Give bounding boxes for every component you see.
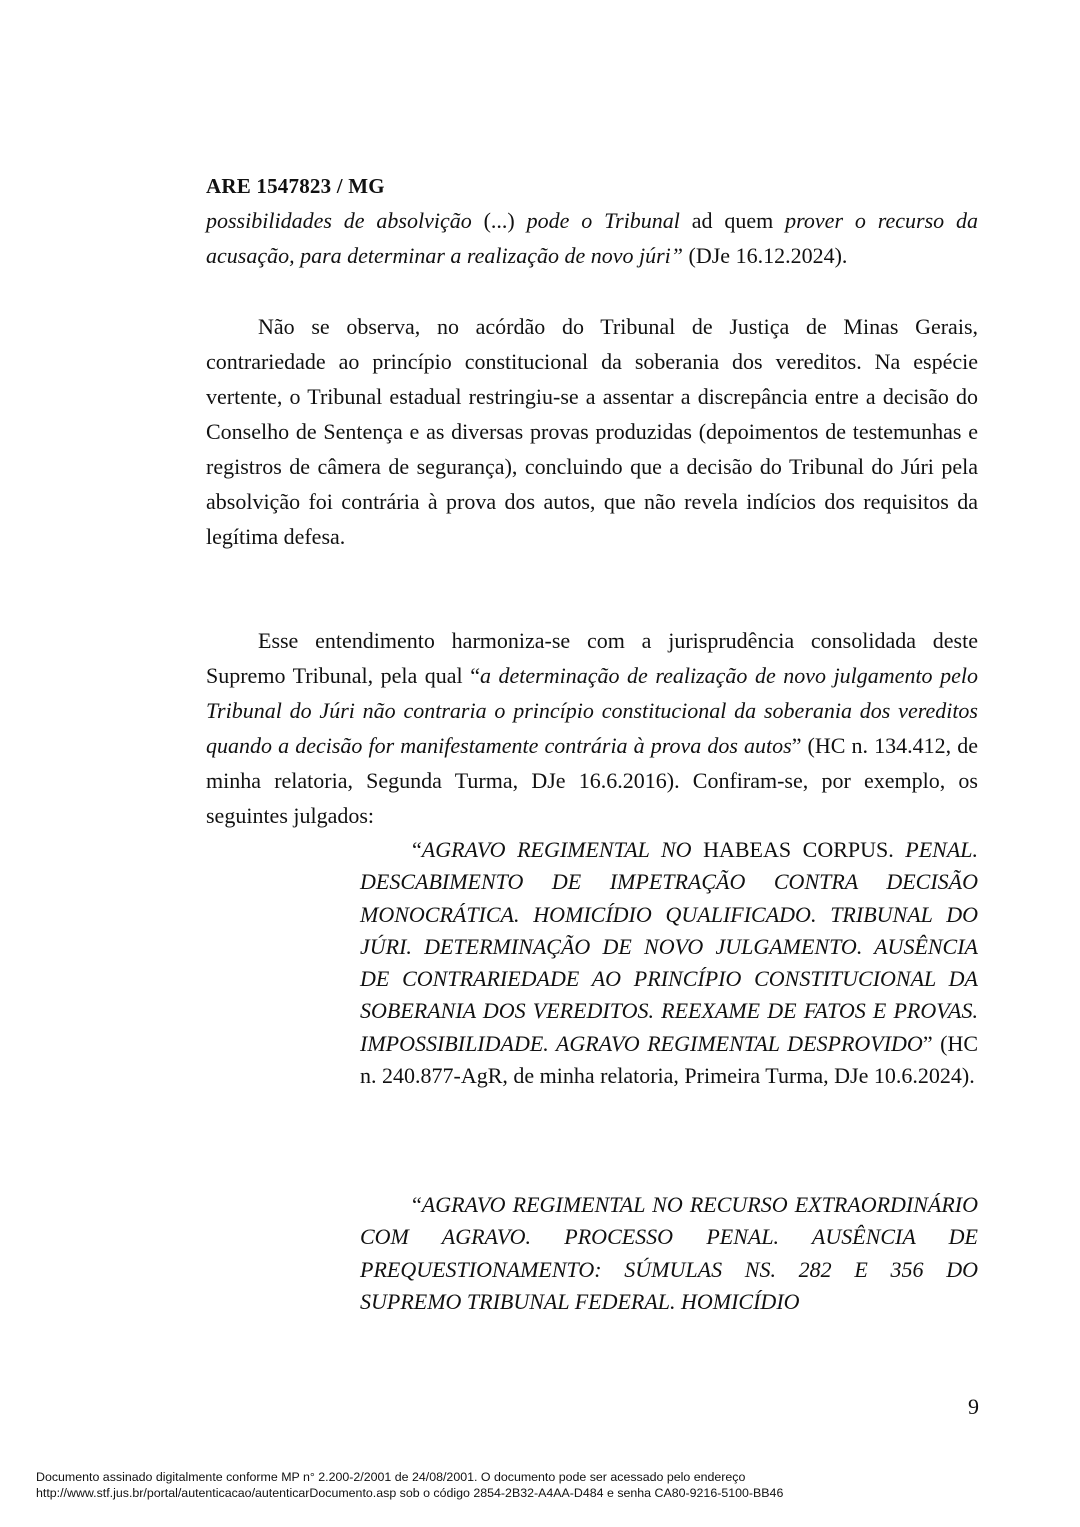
quote-2-italic: AGRAVO REGIMENTAL NO RECURSO EXTRAORDINÁRIO COM AGRAVO. PROCESSO PENAL. AUSÊNCIA DE PREQUESTIONAMENTO: SÚMULAS NS. 282 E 356 DO SUPREMO TRIBUNAL FEDERAL. HOMICÍDIO [360,1192,978,1314]
footer-line-2: http://www.stf.jus.br/portal/autenticacao/autenticarDocumento.asp sob o código 2854-2B32-A4AA-D484 e senha CA80-9216-5100-BB46 [36,1486,784,1500]
signature-footer [36,1469,783,1501]
quote-1-italic-2: PENAL. DESCABIMENTO DE IMPETRAÇÃO CONTRA DECISÃO MONOCRÁTICA. HOMICÍDIO QUALIFICADO. TRIBUNAL DO JÚRI. DETERMINAÇÃO DE NOVO JULGAMENTO. AUSÊNCIA DE CONTRARIEDADE AO PRINCÍPIO CONSTITUCIONAL DA SOBERANIA DOS VEREDITOS. REEXAME DE FATOS E PROVAS. IMPOSSIBILIDADE. AGRAVO REGIMENTAL DESPROVIDO [360,837,979,1056]
quote-1-italic-1: AGRAVO REGIMENTAL NO [421,837,692,862]
footer-line-1: Documento assinado digitalmente conforme MP n° 2.200-2/2001 de 24/08/2001. O documento pode ser acessado pelo endereço [36,1470,746,1484]
paragraph-2-plain-2: ” (HC n. 134.412, de minha relatoria, Segunda Turma, DJe 16.6.2016). Confiram-se, por exemplo, os seguintes julgados: [206,733,978,828]
continuation-paragraph [206,203,978,273]
continuation-italic-1: possibilidades de absolvição [206,208,472,233]
block-quote-1 [360,834,978,1092]
paragraph-2-text [206,623,978,833]
quote-1-plain-1: HABEAS CORPUS. [691,837,906,862]
paragraph-1 [206,309,978,554]
continuation-plain-2: ad quem [679,208,786,233]
block-quote-2-text [360,1189,978,1318]
case-header: ARE 1547823 / MG [206,174,385,198]
quote-1-citation: ” (HC n. 240.877-AgR, de minha relatoria, Primeira Turma, DJe 10.6.2024). [360,1030,978,1089]
paragraph-2 [206,623,978,833]
quote-2-open-mark: “ [412,1192,422,1217]
quote-1-open-mark: “ [412,837,422,862]
continuation-plain-1: (...) [471,208,527,233]
block-quote-1-text [360,834,978,1092]
paragraph-1-text: Não se observa, no acórdão do Tribunal de Justiça de Minas Gerais, contrariedade ao princípio constitucional da soberania dos vereditos. Na espécie vertente, o Tribunal estadual restringiu-se a assentar a discrepância entre a decisão do Conselho de Sentença e as diversas provas produzidas (depoimentos de testemunhas e registros de câmera de segurança), concluindo que a decisão do Tribunal do Júri pela absolvição foi contrária à prova dos autos, que não revela indícios dos requisitos da legítima defesa. [206,314,978,549]
continuation-italic-2: pode o Tribunal [526,208,680,233]
continuation-italic-3: prover o recurso da acusação, para determinar a realização de novo júri” [206,208,979,268]
paragraph-2-plain-1: Esse entendimento harmoniza-se com a jurisprudência consolidada deste Supremo Tribunal, pela qual “ [206,628,978,688]
continuation-text [206,203,978,273]
page-number: 9 [968,1394,979,1419]
continuation-citation: (DJe 16.12.2024). [683,243,848,268]
block-quote-2 [360,1189,978,1318]
paragraph-2-italic-quote: a determinação de realização de novo julgamento pelo Tribunal do Júri não contraria o princípio constitucional da soberania dos vereditos quando a decisão for manifestamente contrária à prova dos autos [206,663,978,758]
